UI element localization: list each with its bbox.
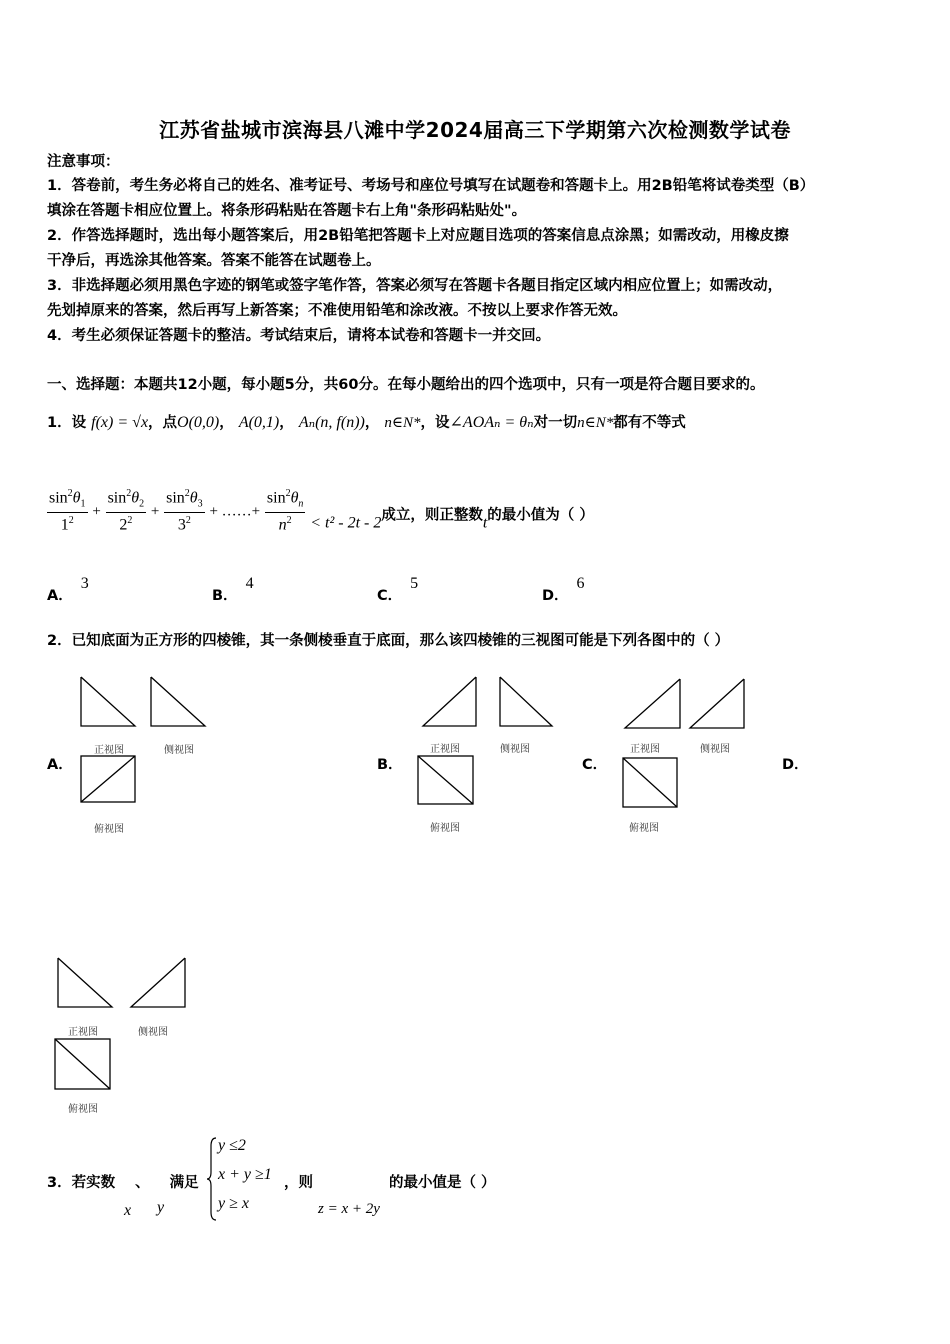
q2-c-front-view — [625, 679, 680, 728]
q2-c-front-caption: 正视图 — [630, 744, 660, 755]
q1-point-an: Aₙ(n, f(n)) — [298, 414, 365, 431]
q2-a-side-caption: 侧视图 — [164, 745, 194, 756]
question-1-stem: 1．设 f(x) = √x，点O(0,0)， A(0,1)， Aₙ(n, f(n))， n∈N*，设∠AOAₙ = θₙ对一切n∈N*都有不等式 — [47, 414, 686, 431]
notice-line-4: 4．考生必须保证答题卡的整洁。考试结束后，请将本试卷和答题卡一并交回。 — [47, 328, 551, 344]
notice-line-3: 3．非选择题必须用黑色字迹的钢笔或签字笔作答，答案必须写在答题卡各题目指定区域内相应位置上；如需改动， — [47, 278, 783, 294]
q1-option-b[interactable]: B．4 — [212, 575, 254, 604]
notice-line-3b: 先划掉原来的答案，然后再写上新答案；不准使用铅笔和涂改液。不按以上要求作答无效。 — [47, 303, 627, 319]
q1-term-3: $\frac{\sin^2\theta_3}{3^2}$ — [166, 488, 203, 533]
q2-c-top-view — [620, 757, 680, 809]
q2-b-views-top — [420, 675, 556, 731]
q3-ze: ，则 — [284, 1175, 313, 1191]
q2-a-top-view — [79, 755, 139, 805]
q3-var-y: y — [157, 1199, 165, 1216]
q2-option-c-label[interactable]: C． — [582, 757, 608, 773]
q1-n-in-n: n∈N* — [384, 415, 421, 431]
q2-a-top-caption: 俯视图 — [94, 824, 124, 835]
q3-satisfy: 满足 — [169, 1175, 199, 1191]
q3-sep: 、 — [135, 1175, 150, 1191]
notice-line-1b: 填涂在答题卡相应位置上。将条形码粘贴在答题卡右上角"条形码粘贴处"。 — [47, 203, 527, 219]
q1-tail: 成立，则正整数 — [381, 507, 483, 524]
q1-point-a: A(0,1) — [238, 414, 280, 431]
q3-condition-2: x + y ≥1 — [218, 1166, 272, 1183]
q1-inequality: $\frac{\sin^2\theta_1}{1^2}$ + $\frac{\sin^2\theta_2}{2^2}$ + $\frac{\sin^2\theta_3}{3^2}$ + ……+ $\frac{\sin^2\theta_n}{n^2}$ < t² - 2t - 2成立，则正整数t的最小值为（ ） — [49, 488, 594, 533]
q1-n-in-n-2: n∈N* — [577, 415, 614, 431]
q2-option-d-label[interactable]: D． — [782, 757, 809, 773]
q2-d-top-caption: 俯视图 — [68, 1104, 98, 1115]
q2-b-top-view — [416, 755, 476, 807]
notice-heading: 注意事项： — [47, 154, 120, 170]
q1-term-1: $\frac{\sin^2\theta_1}{1^2}$ — [49, 488, 86, 533]
question-2-stem: 2．已知底面为正方形的四棱锥，其一条侧棱垂直于底面，那么该四棱锥的三视图可能是下列各图中的（ ） — [47, 633, 730, 649]
q2-a-front-view — [81, 677, 135, 726]
q1-option-d[interactable]: D．6 — [542, 575, 585, 604]
q2-a-views-top — [78, 675, 210, 731]
notice-line-2: 2．作答选择题时，选出每小题答案后，用2B铅笔把答题卡上对应题目选项的答案信息点涂黑；如需改动，用橡皮擦 — [47, 228, 789, 244]
q2-a-front-caption: 正视图 — [94, 745, 124, 756]
q3-condition-1: y ≤2 — [218, 1137, 246, 1154]
q1-dui: 对一切 — [533, 415, 578, 431]
q2-d-front-view — [58, 958, 112, 1007]
q2-option-b-label[interactable]: B． — [377, 757, 403, 773]
q1-prefix: 1．设 — [47, 415, 87, 431]
q1-rhs: < t² - 2t - 2 — [310, 514, 382, 532]
q2-b-top-caption: 俯视图 — [430, 823, 460, 834]
q1-dou: 都有不等式 — [613, 415, 686, 431]
q3-prefix: 3．若实数 — [47, 1175, 116, 1191]
q1-dots: + ……+ — [209, 503, 261, 520]
q2-option-a-label[interactable]: A． — [47, 757, 73, 773]
q2-d-views-top — [55, 956, 190, 1012]
section-heading: 一、选择题：本题共12小题，每小题5分，共60分。在每小题给出的四个选项中，只有一项是符合题目要求的。 — [47, 377, 765, 393]
notice-line-2b: 干净后，再选涂其他答案。答案不能答在试题卷上。 — [47, 253, 381, 269]
q1-option-c[interactable]: C．5 — [377, 575, 419, 604]
q2-d-top-view — [53, 1038, 113, 1092]
q2-a-side-view — [151, 677, 205, 726]
q3-brace — [206, 1136, 218, 1222]
q1-dian: ，点 — [148, 415, 178, 431]
q2-b-side-caption: 侧视图 — [500, 744, 530, 755]
q3-var-x: x — [124, 1202, 132, 1219]
notice-line-1: 1．答卷前，考生务必将自己的姓名、准考证号、考场号和座位号填写在试题卷和答题卡上。用2B铅笔将试卷类型（B） — [47, 178, 815, 194]
question-3-stem — [47, 1171, 199, 1196]
page-title: 江苏省盐城市滨海县八滩中学2024届高三下学期第六次检测数学试卷 — [159, 118, 791, 142]
q2-c-top-caption: 俯视图 — [629, 823, 659, 834]
q1-term-2: $\frac{\sin^2\theta_2}{2^2}$ — [107, 488, 145, 533]
q3-condition-3: y ≥ x — [218, 1195, 249, 1212]
q1-point-o: O(0,0) — [177, 414, 220, 431]
q1-option-a[interactable]: A．3 — [47, 575, 89, 604]
q2-b-front-view — [423, 677, 476, 726]
q1-term-n: $\frac{\sin^2\theta_n}{n^2}$ — [266, 488, 304, 533]
q2-c-views-top — [622, 677, 750, 733]
q1-tail-2: 的最小值为（ ） — [487, 507, 594, 524]
q2-b-front-caption: 正视图 — [430, 744, 460, 755]
q2-d-front-caption: 正视图 — [68, 1027, 98, 1038]
q2-c-side-view — [690, 679, 744, 728]
q1-function: f(x) = √x — [91, 414, 149, 431]
q2-d-side-caption: 侧视图 — [138, 1027, 168, 1038]
q2-b-side-view — [500, 677, 552, 726]
q1-angle: ∠AOAₙ = θₙ — [449, 414, 534, 431]
q3-objective: z = x + 2y — [318, 1201, 380, 1217]
q1-she: ，设 — [420, 415, 450, 431]
q2-d-side-view — [131, 958, 185, 1007]
q2-c-side-caption: 侧视图 — [700, 744, 730, 755]
q3-tail: 的最小值是（ ） — [389, 1175, 496, 1191]
q1-t: t — [482, 514, 488, 532]
